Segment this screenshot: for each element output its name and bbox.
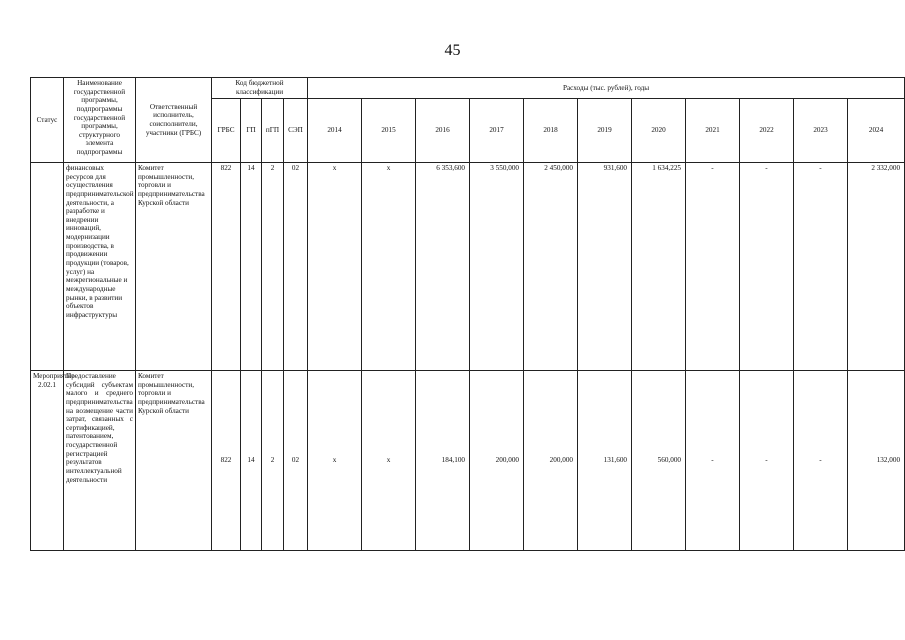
- header-executor: Ответственный исполнитель, соисполнители, участники (ГРБС): [136, 78, 212, 163]
- header-code-pgp: пГП: [262, 99, 284, 163]
- row-value: 132,000: [848, 371, 905, 551]
- header-code-sep: СЭП: [284, 99, 308, 163]
- row-code-gp: 14: [241, 163, 262, 371]
- row-code-grbs: 822: [212, 163, 241, 371]
- row-value: х: [308, 163, 362, 371]
- row-value: 931,600: [578, 163, 632, 371]
- header-code-gp: ГП: [241, 99, 262, 163]
- row-value: -: [686, 371, 740, 551]
- row-code-pgp: 2: [262, 371, 284, 551]
- header-budget-code: Код бюджетной классификации: [212, 78, 308, 99]
- header-year: 2024: [848, 99, 905, 163]
- header-year: 2014: [308, 99, 362, 163]
- header-year: 2017: [470, 99, 524, 163]
- header-code-grbs: ГРБС: [212, 99, 241, 163]
- row-name: финансовых ресурсов для осуществления предпринимательской деятельности, а разработке и внедрении инноваций, модернизации производства, в продвижении продукции (товаров, услуг) на межрегиональные и международные рынки, в развитии объектов инфраструктуры: [64, 163, 136, 371]
- row-code-pgp: 2: [262, 163, 284, 371]
- row-value: 200,000: [470, 371, 524, 551]
- header-row-1: [31, 78, 905, 99]
- header-year: 2020: [632, 99, 686, 163]
- row-value: -: [794, 163, 848, 371]
- row-code-sep: 02: [284, 163, 308, 371]
- row-value: 2 332,000: [848, 163, 905, 371]
- header-year: 2023: [794, 99, 848, 163]
- row-value: -: [686, 163, 740, 371]
- row-status: Мероприятие 2.02.1: [31, 371, 64, 551]
- header-expenses: Расходы (тыс. рублей), годы: [308, 78, 905, 99]
- header-year: 2022: [740, 99, 794, 163]
- row-code-grbs: 822: [212, 371, 241, 551]
- row-value: 131,600: [578, 371, 632, 551]
- row-value: 560,000: [632, 371, 686, 551]
- row-value: х: [308, 371, 362, 551]
- budget-table: [30, 77, 905, 551]
- header-year: 2021: [686, 99, 740, 163]
- header-status: Статус: [31, 78, 64, 163]
- header-year: 2019: [578, 99, 632, 163]
- header-name: Наименование государственной программы, подпрограммы государственной программы, структурного элемента подпрограммы: [64, 78, 136, 163]
- row-value: 2 450,000: [524, 163, 578, 371]
- header-year: 2015: [362, 99, 416, 163]
- row-executor: Комитет промышленности, торговли и предпринимательства Курской области: [136, 371, 212, 551]
- row-name: Предоставление субсидий субъектам малого и среднего предпринимательства на возмещение части затрат, связанных с сертификацией, патентованием, государственной регистрацией результатов интеллектуальной деятельности: [64, 371, 136, 551]
- row-value: х: [362, 163, 416, 371]
- header-year: 2018: [524, 99, 578, 163]
- row-value: 184,100: [416, 371, 470, 551]
- row-executor: Комитет промышленности, торговли и предпринимательства Курской области: [136, 163, 212, 371]
- row-value: 1 634,225: [632, 163, 686, 371]
- table-row: [31, 371, 905, 551]
- row-code-gp: 14: [241, 371, 262, 551]
- row-value: -: [794, 371, 848, 551]
- row-value: 3 550,000: [470, 163, 524, 371]
- row-value: 6 353,600: [416, 163, 470, 371]
- row-value: х: [362, 371, 416, 551]
- row-value: 200,000: [524, 371, 578, 551]
- header-year: 2016: [416, 99, 470, 163]
- table-row: [31, 163, 905, 371]
- row-status: [31, 163, 64, 371]
- row-value: -: [740, 371, 794, 551]
- row-code-sep: 02: [284, 371, 308, 551]
- page-number: 45: [444, 42, 461, 59]
- row-value: -: [740, 163, 794, 371]
